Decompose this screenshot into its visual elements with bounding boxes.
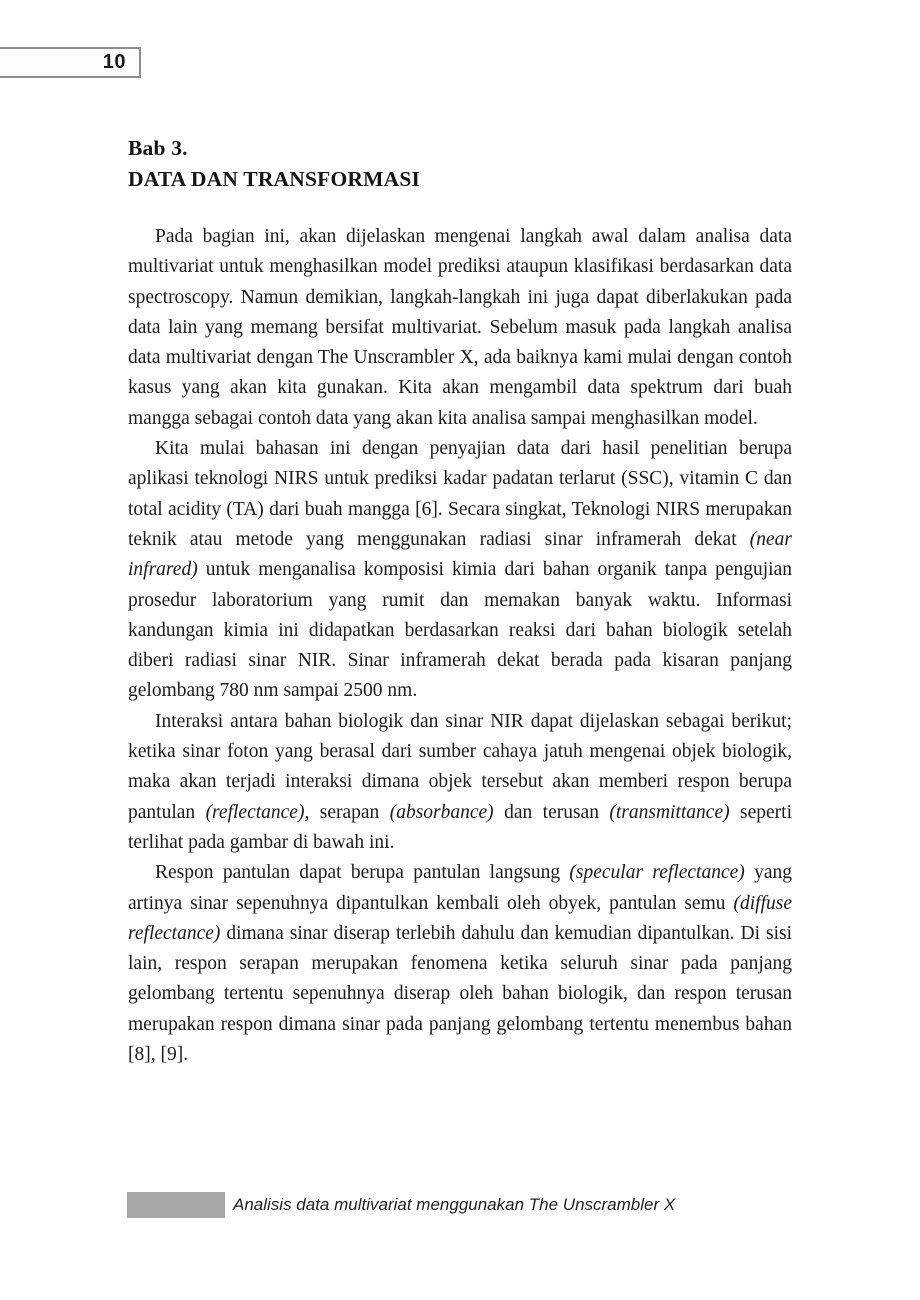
body-text bbox=[128, 222, 792, 1070]
chapter-heading bbox=[128, 133, 792, 195]
text-segment: Respon pantulan dapat berupa pantulan langsung bbox=[155, 862, 570, 884]
text-segment: Interaksi antara bahan biologik dan sinar NIR dapat dijelaskan sebagai berikut; ketika sinar foton yang berasal dari sumber cahaya jatuh mengenai objek biologik, maka akan terjadi interaksi dimana objek tersebut akan memberi respon berupa pantulan bbox=[128, 710, 792, 823]
text-segment: dimana sinar diserap terlebih dahulu dan kemudian dipantulkan. Di sisi lain, respon serapan merupakan fenomena ketika seluruh sinar pada panjang gelombang tertentu sepenuhnya diserap oleh bahan biologik, dan respon terusan merupakan respon dimana sinar pada panjang gelombang tertentu menembus bahan [8], [9]. bbox=[128, 922, 792, 1066]
italic-term: (transmittance) bbox=[609, 801, 730, 823]
page-number-box bbox=[0, 47, 141, 78]
italic-term: (specular reflectance) bbox=[569, 862, 745, 884]
body-paragraph-4 bbox=[128, 858, 792, 1070]
footer-title: Analisis data multivariat menggunakan The Unscrambler X bbox=[233, 1195, 676, 1214]
body-paragraph-2 bbox=[128, 434, 792, 707]
italic-term: (diffuse reflectance) bbox=[128, 892, 792, 944]
chapter-label: Bab 3. bbox=[128, 136, 188, 160]
text-segment: , serapan bbox=[304, 801, 390, 823]
italic-term: (near infrared) bbox=[128, 528, 792, 581]
page-number: 10 bbox=[102, 51, 126, 73]
page-footer bbox=[0, 1192, 920, 1219]
text-segment: Pada bagian ini, akan dijelaskan mengenai langkah awal dalam analisa data multivariat untuk menghasilkan model prediksi ataupun klasifikasi berdasarkan data spectroscopy. Namun demikian, langkah-langkah ini juga dapat diberlakukan pada data lain yang memang bersifat multivariat. Sebelum masuk pada langkah analisa data multivariat dengan The Unscrambler X, ada baiknya kami mulai dengan contoh kasus yang akan kita gunakan. Kita akan mengambil data spektrum dari buah mangga sebagai contoh data yang akan kita analisa sampai menghasilkan model. bbox=[128, 226, 792, 429]
italic-term: (absorbance) bbox=[389, 801, 494, 823]
text-segment: seperti terlihat pada gambar di bawah ini. bbox=[128, 801, 792, 853]
footer-gray-rectangle bbox=[127, 1192, 225, 1218]
text-segment: untuk menganalisa komposisi kimia dari bahan organik tanpa pengujian prosedur laboratorium yang rumit dan memakan banyak waktu. Informasi kandungan kimia ini didapatkan berdasarkan reaksi dari bahan biologik setelah diberi radiasi sinar NIR. Sinar inframerah dekat berada pada kisaran panjang gelombang 780 nm sampai 2500 nm. bbox=[128, 559, 792, 702]
italic-term: (reflectance) bbox=[205, 801, 305, 823]
text-segment: yang artinya sinar sepenuhnya dipantulkan kembali oleh obyek, pantulan semu bbox=[128, 862, 792, 914]
text-segment: Kita mulai bahasan ini dengan penyajian data dari hasil penelitian berupa aplikasi teknologi NIRS untuk prediksi kadar padatan terlarut (SSC), vitamin C dan total acidity (TA) dari buah mangga [6]. Secara singkat, Teknologi NIRS merupakan teknik atau metode yang menggunakan radiasi sinar inframerah dekat bbox=[128, 438, 792, 550]
body-paragraph-1 bbox=[128, 222, 792, 434]
text-segment: dan terusan bbox=[493, 801, 610, 823]
content-column bbox=[128, 133, 792, 1070]
chapter-title: DATA DAN TRANSFORMASI bbox=[128, 167, 421, 191]
body-paragraph-3 bbox=[128, 707, 792, 858]
